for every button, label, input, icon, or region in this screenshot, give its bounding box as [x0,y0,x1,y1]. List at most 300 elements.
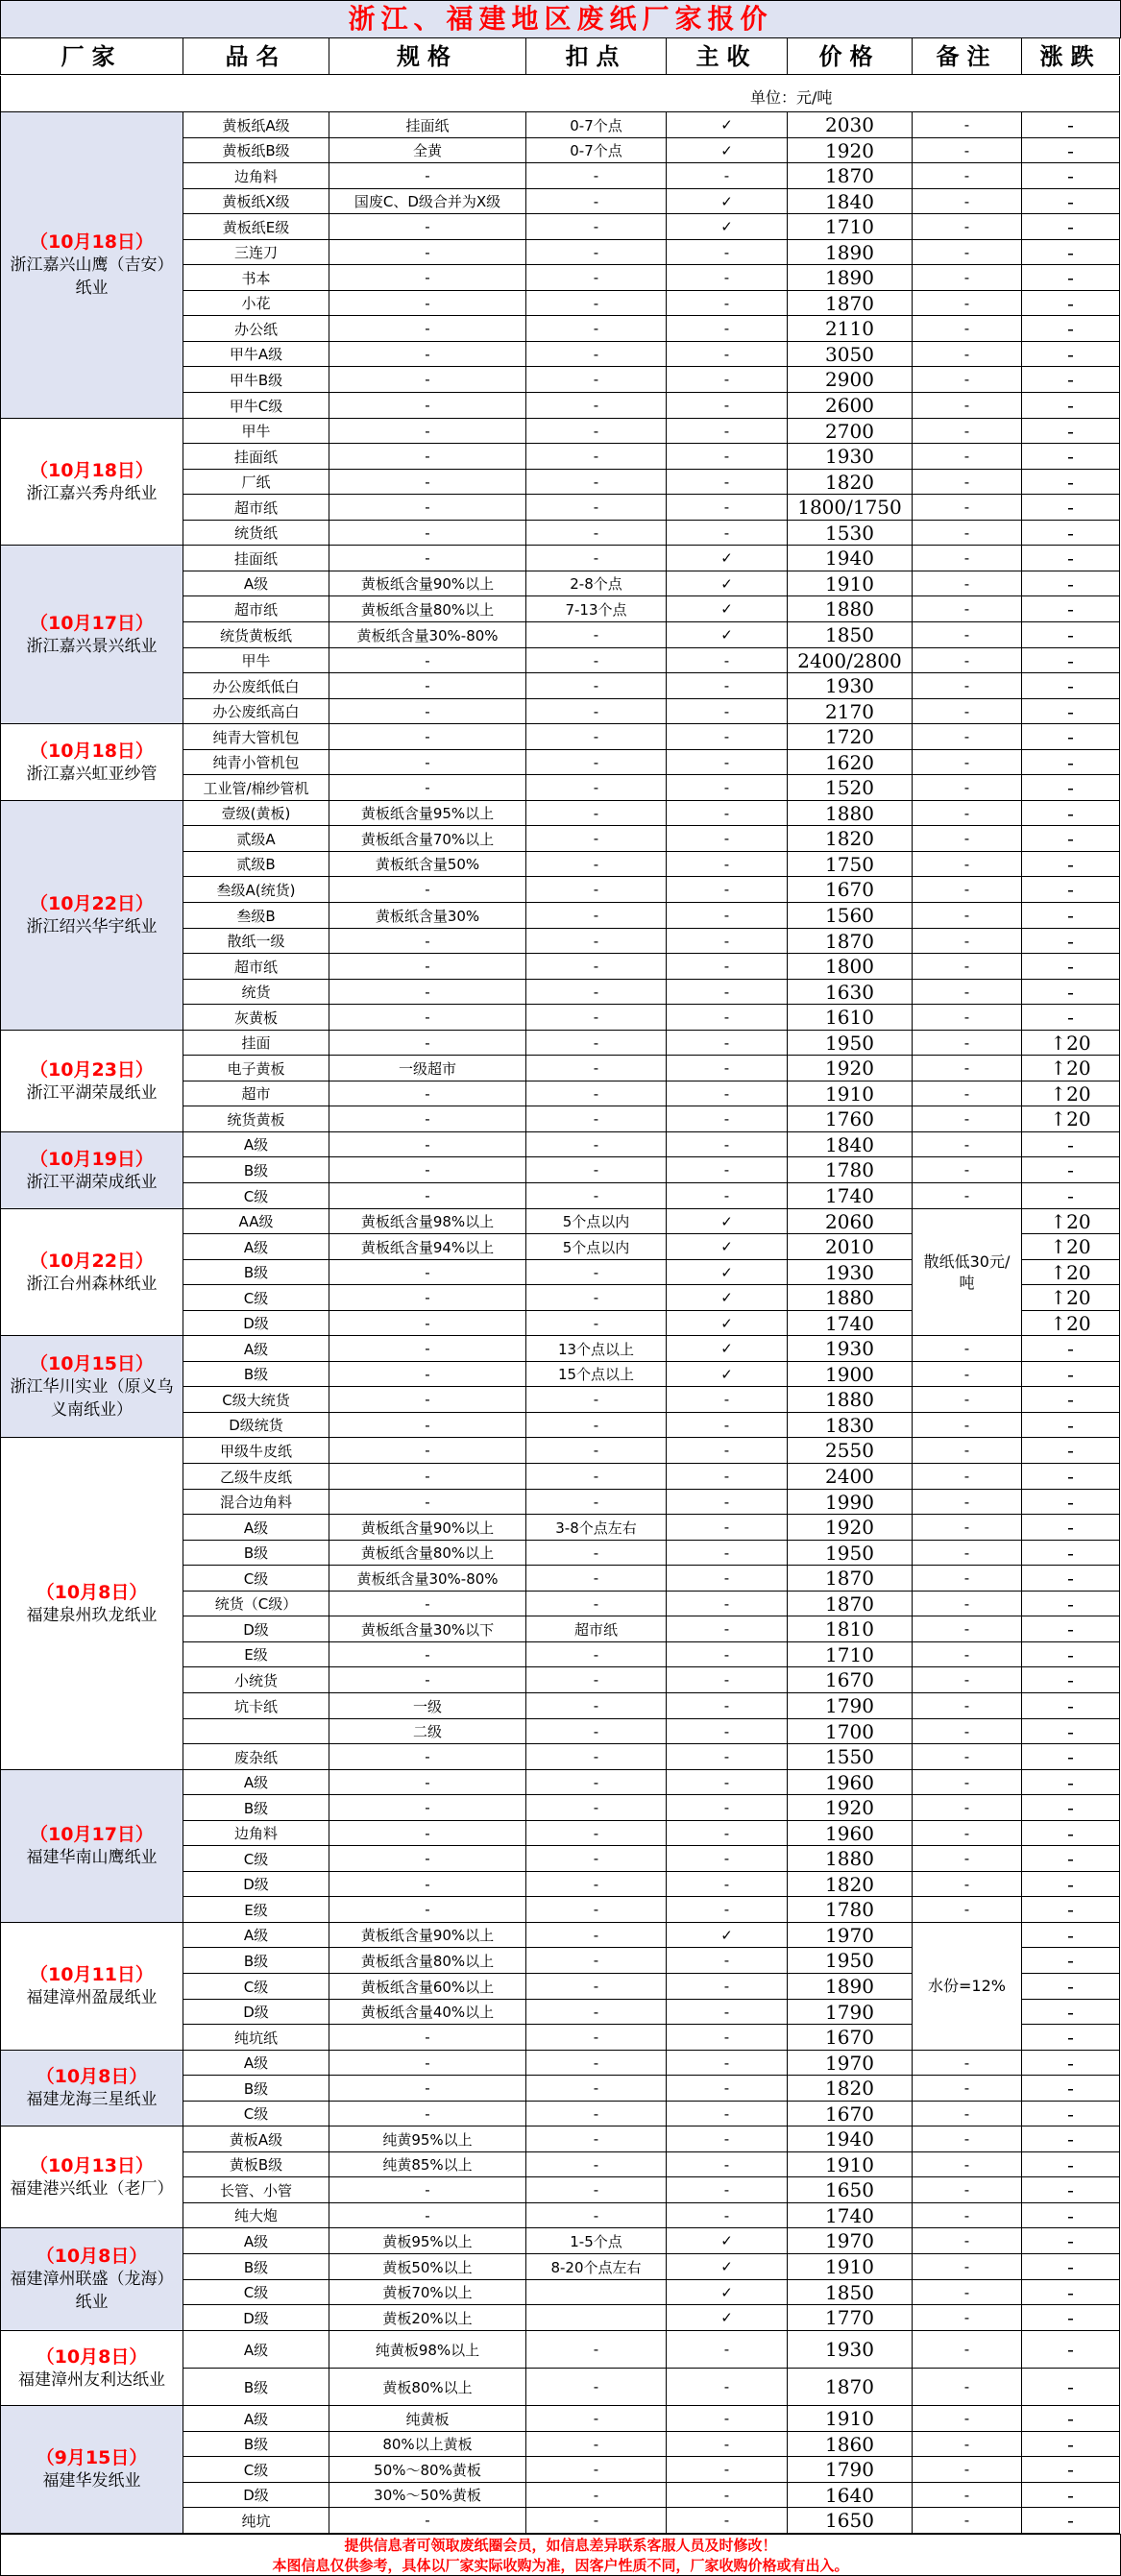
deduction-cell: - [526,980,667,1005]
price-cell: 1910 [788,2254,913,2280]
factory-cell [0,1336,183,1438]
spec-cell: 黄板20%以上 [329,2305,526,2331]
item-name-cell: AA级 [183,1209,329,1234]
spec-cell: - [329,546,526,571]
deduction-cell: - [526,265,667,291]
factory-date: （10月17日） [30,1824,154,1845]
price-cell: 1930 [788,1336,913,1362]
change-cell: - [1022,2483,1120,2508]
spec-cell: 黄板95%以上 [329,2228,526,2254]
deduction-cell: - [526,342,667,367]
factory-date: （10月17日） [30,612,154,634]
change-cell: ↑20 [1022,1209,1120,1234]
main-purchase-cell: - [667,521,788,546]
item-name-cell: 甲级牛皮纸 [183,1438,329,1464]
main-purchase-cell: - [667,1081,788,1106]
deduction-cell: - [526,826,667,852]
item-name-cell: A级 [183,1770,329,1795]
main-purchase-cell: - [667,1821,788,1846]
main-purchase-cell: - [667,240,788,265]
note-cell: - [913,2076,1022,2102]
change-cell: - [1022,1923,1120,1948]
price-cell: 1670 [788,877,913,903]
deduction-cell: - [526,1311,667,1336]
spec-cell: - [329,265,526,291]
item-name-cell: A级 [183,1515,329,1541]
deduction-cell: - [526,2331,667,2369]
change-cell: - [1022,2406,1120,2432]
deduction-cell: - [526,2102,667,2126]
item-name-cell: B级 [183,1260,329,1285]
change-cell: - [1022,2177,1120,2203]
item-name-cell: 甲牛B级 [183,367,329,393]
item-name-cell: 甲牛C级 [183,393,329,419]
note-cell: - [913,571,1022,596]
note-cell: - [913,1464,1022,1490]
main-purchase-cell: - [667,2076,788,2102]
deduction-cell: - [526,750,667,775]
factory-name: 福建漳州友利达纸业 [18,2369,165,2390]
item-name-cell: A级 [183,2406,329,2432]
price-cell: 1930 [788,1260,913,1285]
main-purchase-cell: - [667,1387,788,1413]
factory-name: 福建漳州联盛（龙海）纸业 [10,2270,174,2312]
item-name-cell: 统货纸 [183,521,329,546]
note-cell: - [913,112,1022,138]
change-cell: - [1022,801,1120,826]
price-cell: 1880 [788,801,913,826]
item-name-cell: 黄板纸E级 [183,214,329,240]
factory-date: （10月11日） [30,1964,154,1985]
price-cell: 1910 [788,2406,913,2432]
change-cell: - [1022,138,1120,163]
main-purchase-cell: ✓ [667,1311,788,1336]
factory-cell [0,724,183,801]
price-cell: 1650 [788,2508,913,2534]
change-cell: - [1022,1719,1120,1744]
factory-date: （10月19日） [30,1148,154,1170]
change-cell: - [1022,1846,1120,1872]
main-purchase-cell: ✓ [667,571,788,596]
main-purchase-cell: - [667,2457,788,2483]
main-purchase-cell: - [667,2432,788,2457]
price-cell: 1880 [788,596,913,622]
deduction-cell: - [526,444,667,470]
price-cell: 1650 [788,2177,913,2203]
deduction-cell: 5个点以内 [526,1209,667,1234]
note-cell: - [913,1106,1022,1132]
factory-name: 浙江嘉兴景兴纸业 [26,636,158,656]
item-name-cell: 小花 [183,291,329,316]
deduction-cell: - [526,1285,667,1311]
deduction-cell: - [526,521,667,546]
price-cell: 1670 [788,1667,913,1693]
main-purchase-cell: ✓ [667,1285,788,1311]
item-name-cell: 挂面纸 [183,546,329,571]
main-purchase-cell: ✓ [667,2228,788,2254]
spec-cell: 黄板纸含量70%以上 [329,826,526,852]
deduction-cell: - [526,673,667,699]
main-purchase-cell: - [667,1897,788,1923]
deduction-cell: - [526,2406,667,2432]
note-cell: - [913,265,1022,291]
main-purchase-cell: - [667,1719,788,1744]
main-purchase-cell: - [667,2508,788,2534]
change-cell: - [1022,1464,1120,1490]
price-cell: 1950 [788,1031,913,1056]
note-cell: - [913,1387,1022,1413]
change-cell: - [1022,1387,1120,1413]
factory-name: 浙江嘉兴秀舟纸业 [26,483,158,503]
item-name-cell: 黄板A级 [183,2126,329,2152]
item-name-cell: 甲牛A级 [183,342,329,367]
change-cell: - [1022,571,1120,596]
change-cell: - [1022,1974,1120,2000]
change-cell: - [1022,2025,1120,2051]
note-cell: - [913,470,1022,495]
note-cell: - [913,163,1022,189]
factory-date: （10月18日） [30,231,154,253]
price-cell: 2550 [788,1438,913,1464]
spec-cell: - [329,521,526,546]
deduction-cell: 1-5个点 [526,2228,667,2254]
price-cell: 1850 [788,2280,913,2305]
item-name-cell: B级 [183,2369,329,2406]
note-cell: - [913,2305,1022,2331]
note-cell: - [913,2457,1022,2483]
deduction-cell: - [526,470,667,495]
price-cell: 1740 [788,1183,913,1209]
deduction-cell: - [526,1490,667,1515]
factory-name: 浙江平湖荣成纸业 [26,1172,158,1192]
main-purchase-cell: - [667,1005,788,1031]
note-cell: - [913,1821,1022,1846]
item-name-cell: 书本 [183,265,329,291]
price-cell: 1870 [788,1592,913,1616]
note-cell: - [913,1795,1022,1821]
factory-name: 浙江嘉兴虹亚纱管 [26,764,158,784]
note-cell: - [913,1081,1022,1106]
factory-name: 福建华发纸业 [42,2471,141,2491]
main-purchase-cell: - [667,1106,788,1132]
item-name-cell: 超市 [183,1081,329,1106]
note-cell: - [913,2483,1022,2508]
footer-line-2: 本图信息仅供参考，具体以厂家实际收购为准，因客户性质不同，厂家收购价格或有出入。 [272,2557,849,2574]
spec-cell: - [329,316,526,342]
spec-cell: 黄板纸含量98%以上 [329,1209,526,1234]
change-cell: - [1022,1821,1120,1846]
note-cell: - [913,546,1022,571]
factory-date: （10月15日） [30,1352,154,1374]
deduction-cell: - [526,1642,667,1667]
main-purchase-cell: - [667,954,788,980]
main-purchase-cell: - [667,673,788,699]
main-purchase-cell: - [667,1438,788,1464]
main-purchase-cell: - [667,826,788,852]
note-cell: - [913,775,1022,801]
spec-cell: 一级超市 [329,1056,526,1081]
factory-name: 福建华南山鹰纸业 [26,1848,158,1867]
note-cell: - [913,1031,1022,1056]
factory-cell [0,2126,183,2228]
note-cell: - [913,1744,1022,1770]
spec-cell: - [329,1081,526,1106]
note-cell: - [913,2102,1022,2126]
price-cell: 1780 [788,1157,913,1183]
main-purchase-cell: - [667,1744,788,1770]
deduction-cell: - [526,1719,667,1744]
header-main: 主收 [667,38,788,75]
note-cell: - [913,826,1022,852]
note-cell: - [913,622,1022,648]
change-cell: - [1022,1541,1120,1566]
note-cell: - [913,2051,1022,2076]
factory-cell [0,2051,183,2126]
change-cell: ↑20 [1022,1081,1120,1106]
factory-cell [0,2406,183,2534]
deduction-cell: - [526,1948,667,1974]
price-cell: 1800/1750 [788,495,913,521]
item-name-cell: D级 [183,1311,329,1336]
price-cell: 1920 [788,1515,913,1541]
deduction-cell: - [526,1541,667,1566]
deduction-cell: - [526,1413,667,1438]
deduction-cell: - [526,2508,667,2534]
factory-date: （10月18日） [30,459,154,481]
note-cell: - [913,240,1022,265]
change-cell: - [1022,367,1120,393]
change-cell: - [1022,852,1120,877]
factory-name: 浙江平湖荣晟纸业 [26,1082,158,1103]
note-cell: - [913,1566,1022,1592]
item-name-cell [183,1719,329,1744]
main-purchase-cell: - [667,1795,788,1821]
item-name-cell: B级 [183,1795,329,1821]
main-purchase-cell: - [667,419,788,444]
change-cell: - [1022,342,1120,367]
note-cell: - [913,2126,1022,2152]
factory-date: （10月8日） [36,2246,148,2267]
item-name-cell: 小统货 [183,1667,329,1693]
item-name-cell: D级 [183,2483,329,2508]
item-name-cell: 混合边角料 [183,1490,329,1515]
price-cell: 2900 [788,367,913,393]
main-purchase-cell: - [667,316,788,342]
note-cell: - [913,138,1022,163]
deduction-cell: - [526,775,667,801]
deduction-cell: - [526,1132,667,1157]
spec-cell: - [329,1005,526,1031]
price-cell: 1550 [788,1744,913,1770]
deduction-cell: - [526,1464,667,1490]
spec-cell: - [329,929,526,954]
item-name-cell: 贰级A [183,826,329,852]
factory-name: 浙江绍兴华宇纸业 [26,917,158,936]
main-purchase-cell: - [667,265,788,291]
price-cell: 1860 [788,2432,913,2457]
change-cell: ↑20 [1022,1260,1120,1285]
main-purchase-cell: - [667,1566,788,1592]
change-cell: - [1022,2152,1120,2177]
spec-cell: 黄板纸含量50% [329,852,526,877]
note-cell: - [913,903,1022,929]
item-name-cell: 超市纸 [183,954,329,980]
note-cell: - [913,877,1022,903]
note-cell: - [913,2406,1022,2432]
deduction-cell: - [526,724,667,750]
change-cell: - [1022,1693,1120,1719]
note-cell: - [913,291,1022,316]
note-cell: - [913,2508,1022,2534]
deduction-cell: - [526,2369,667,2406]
spec-cell: - [329,2177,526,2203]
note-cell: - [913,1693,1022,1719]
spec-cell: 50%～80%黄板 [329,2457,526,2483]
main-purchase-cell: - [667,2152,788,2177]
change-cell: ↑20 [1022,1234,1120,1260]
spec-cell: - [329,444,526,470]
factory-cell [0,1770,183,1923]
change-cell: - [1022,2508,1120,2534]
spec-cell: - [329,1490,526,1515]
deduction-cell: - [526,2051,667,2076]
change-cell: - [1022,954,1120,980]
main-purchase-cell: ✓ [667,1923,788,1948]
deduction-cell: - [526,240,667,265]
item-name-cell: A级 [183,1923,329,1948]
main-purchase-cell: - [667,342,788,367]
deduction-cell: - [526,1031,667,1056]
change-cell: - [1022,1438,1120,1464]
note-cell: - [913,495,1022,521]
spec-cell: 二级 [329,1719,526,1744]
main-purchase-cell: - [667,1132,788,1157]
spec-cell: 黄板纸含量94%以上 [329,1234,526,1260]
price-cell: 1870 [788,291,913,316]
note-cell: - [913,1438,1022,1464]
deduction-cell: - [526,1387,667,1413]
note-cell: - [913,1541,1022,1566]
change-cell: - [1022,2280,1120,2305]
change-cell: - [1022,546,1120,571]
price-cell: 1770 [788,2305,913,2331]
footer-line-1: 提供信息者可领取废纸圈会员，如信息差异联系客服人员及时修改！ [344,2537,777,2554]
main-purchase-cell: ✓ [667,546,788,571]
item-name-cell: 甲牛 [183,648,329,673]
deduction-cell: - [526,2483,667,2508]
spec-cell: - [329,1285,526,1311]
note-cell: - [913,852,1022,877]
price-cell: 1840 [788,1132,913,1157]
spec-cell: - [329,1183,526,1209]
deduction-cell: - [526,2126,667,2152]
note-cell: - [913,801,1022,826]
spec-cell: - [329,1438,526,1464]
item-name-cell: 办公废纸低白 [183,673,329,699]
spec-cell: - [329,1387,526,1413]
main-purchase-cell: - [667,1872,788,1897]
note-cell: - [913,1897,1022,1923]
change-cell: ↑20 [1022,1106,1120,1132]
price-cell: 1920 [788,1056,913,1081]
price-cell: 1900 [788,1362,913,1387]
deduction-cell: - [526,1821,667,1846]
deduction-cell: - [526,622,667,648]
change-cell: - [1022,2432,1120,2457]
price-cell: 1830 [788,1413,913,1438]
main-purchase-cell: - [667,2177,788,2203]
price-cell: 1910 [788,2152,913,2177]
price-cell: 1840 [788,189,913,214]
price-cell: 1710 [788,214,913,240]
spec-cell: 30%～50%黄板 [329,2483,526,2508]
note-cell: - [913,980,1022,1005]
change-cell: - [1022,470,1120,495]
deduction-cell: - [526,2457,667,2483]
item-name-cell: A级 [183,2051,329,2076]
deduction-cell: - [526,1846,667,1872]
change-cell: - [1022,240,1120,265]
deduction-cell: - [526,1157,667,1183]
deduction-cell: - [526,1923,667,1948]
item-name-cell: 黄板B级 [183,2152,329,2177]
spec-cell: 黄板纸含量80%以上 [329,596,526,622]
price-cell: 1960 [788,1770,913,1795]
spec-cell: - [329,775,526,801]
price-cell: 1970 [788,1923,913,1948]
item-name-cell: 厂纸 [183,470,329,495]
item-name-cell: 统货黄板 [183,1106,329,1132]
deduction-cell: 5个点以内 [526,1234,667,1260]
change-cell: ↑20 [1022,1031,1120,1056]
item-name-cell: 黄板纸A级 [183,112,329,138]
main-purchase-cell: - [667,699,788,724]
item-name-cell: 叁级B [183,903,329,929]
price-cell: 1930 [788,2331,913,2369]
spec-cell: 纯黄95%以上 [329,2126,526,2152]
deduction-cell: - [526,1260,667,1285]
price-cell: 1870 [788,1566,913,1592]
price-cell: 1780 [788,1897,913,1923]
price-cell: 1530 [788,521,913,546]
item-name-cell: 壹级(黄板) [183,801,329,826]
deduction-cell: 0-7个点 [526,138,667,163]
note-cell: - [913,596,1022,622]
spec-cell: 黄板80%以上 [329,2369,526,2406]
main-purchase-cell: - [667,1515,788,1541]
main-purchase-cell: - [667,1693,788,1719]
change-cell: - [1022,877,1120,903]
spec-cell: 纯黄板 [329,2406,526,2432]
factory-cell [0,1132,183,1209]
deduction-cell: - [526,214,667,240]
change-cell: - [1022,1872,1120,1897]
spec-cell: - [329,1821,526,1846]
note-cell: - [913,1132,1022,1157]
change-cell: - [1022,903,1120,929]
spec-cell: 纯黄板98%以上 [329,2331,526,2369]
note-cell: - [913,367,1022,393]
spec-cell: 黄板纸含量95%以上 [329,801,526,826]
main-purchase-cell: - [667,2406,788,2432]
note-cell: - [913,1616,1022,1642]
note-cell: - [913,189,1022,214]
price-cell: 1910 [788,1081,913,1106]
price-cell: 1790 [788,2000,913,2025]
price-cell: 1880 [788,1846,913,1872]
spec-cell: - [329,495,526,521]
spec-cell: - [329,1336,526,1362]
